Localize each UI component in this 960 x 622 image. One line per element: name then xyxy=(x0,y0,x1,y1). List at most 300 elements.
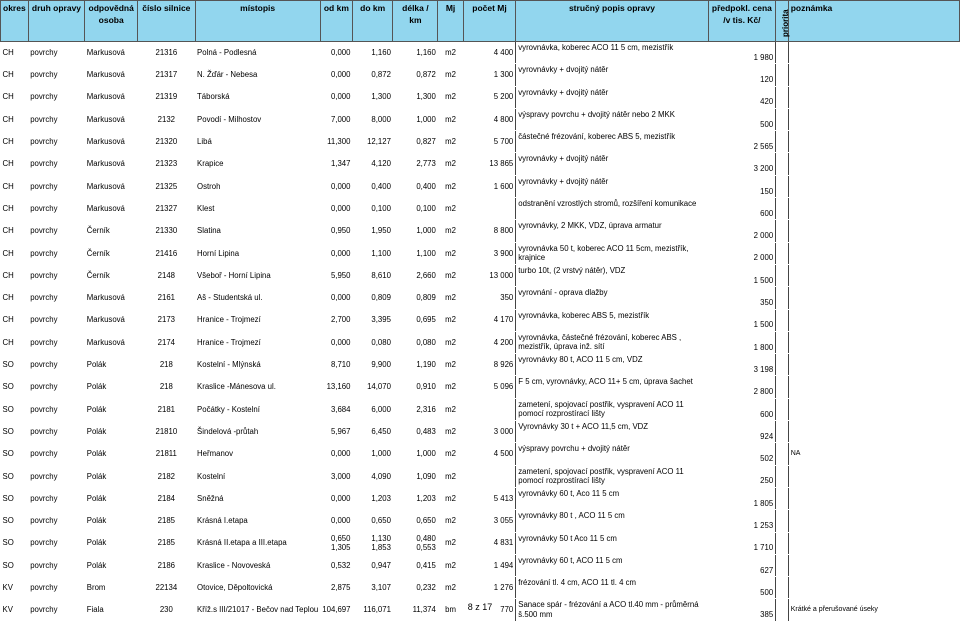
cell-od-km: 2,875 xyxy=(320,577,352,599)
cell-mistopis: Kraslice -Mánesova ul. xyxy=(195,376,320,398)
cell-delka-km: 0,827 xyxy=(393,131,438,153)
cell-odpovedna-osoba: Černík xyxy=(85,264,138,286)
cell-druh-opravy: povrchy xyxy=(28,108,85,130)
cell-odpovedna-osoba: Polák xyxy=(85,465,138,487)
cell-druh-opravy: povrchy xyxy=(28,86,85,108)
cell-priorita xyxy=(776,398,789,420)
cell-poznamka xyxy=(788,264,959,286)
cell-do-km: 9,900 xyxy=(352,354,392,376)
cell-strucny-popis: vyrovnávky + dvojitý nátěr xyxy=(516,64,708,86)
cell-od-km: 0,532 xyxy=(320,554,352,576)
header-poznamka: poznámka xyxy=(788,1,959,42)
cell-do-km: 1,203 xyxy=(352,487,392,509)
cell-okres: SO xyxy=(1,465,29,487)
table-row xyxy=(1,421,960,443)
cell-do-km: 1,950 xyxy=(352,220,392,242)
cell-okres: CH xyxy=(1,153,29,175)
cell-predpokl-cena: 1 500 xyxy=(708,309,776,331)
cell-do-km: 0,400 xyxy=(352,175,392,197)
cell-pocet-mj: 8 800 xyxy=(463,220,516,242)
table-row xyxy=(1,242,960,264)
table-row xyxy=(1,554,960,576)
cell-od-km: 5,950 xyxy=(320,264,352,286)
header-priorita-label: priorita xyxy=(781,9,791,37)
cell-strucny-popis: vyrovnávky 80 t , ACO 11 5 cm xyxy=(516,510,708,532)
cell-mj: m2 xyxy=(438,510,463,532)
cell-priorita xyxy=(776,487,789,509)
cell-od-km: 0,000 xyxy=(320,510,352,532)
cell-priorita xyxy=(776,577,789,599)
cell-strucny-popis: vyrovnávky + dvojitý nátěr xyxy=(516,153,708,175)
cell-okres: SO xyxy=(1,398,29,420)
cell-odpovedna-osoba: Černík xyxy=(85,220,138,242)
cell-poznamka xyxy=(788,64,959,86)
cell-od-km: 3,684 xyxy=(320,398,352,420)
cell-pocet-mj: 5 700 xyxy=(463,131,516,153)
cell-cislo-silnice: 2186 xyxy=(138,554,195,576)
table-row xyxy=(1,198,960,220)
cell-okres: SO xyxy=(1,421,29,443)
cell-poznamka xyxy=(788,354,959,376)
table-row xyxy=(1,64,960,86)
cell-mistopis: Aš - Studentská ul. xyxy=(195,287,320,309)
cell-mj: m2 xyxy=(438,108,463,130)
table-row xyxy=(1,108,960,130)
cell-strucny-popis: vyrovnávky 50 t Aco 11 5 cm xyxy=(516,532,708,554)
cell-mj: m2 xyxy=(438,532,463,554)
cell-poznamka xyxy=(788,131,959,153)
cell-poznamka xyxy=(788,287,959,309)
cell-mistopis: Krásná I.etapa xyxy=(195,510,320,532)
cell-odpovedna-osoba: Markusová xyxy=(85,198,138,220)
cell-pocet-mj: 5 096 xyxy=(463,376,516,398)
cell-odpovedna-osoba: Polák xyxy=(85,443,138,465)
cell-druh-opravy: povrchy xyxy=(28,131,85,153)
cell-cislo-silnice: 2185 xyxy=(138,532,195,554)
cell-okres: CH xyxy=(1,64,29,86)
cell-delka-km: 1,203 xyxy=(393,487,438,509)
cell-cislo-silnice: 21330 xyxy=(138,220,195,242)
cell-mistopis: Hranice - Trojmezí xyxy=(195,309,320,331)
cell-mj: m2 xyxy=(438,376,463,398)
cell-poznamka xyxy=(788,465,959,487)
cell-pocet-mj: 4 200 xyxy=(463,331,516,353)
cell-pocet-mj: 8 926 xyxy=(463,354,516,376)
cell-poznamka xyxy=(788,487,959,509)
cell-mistopis: Počátky - Kostelní xyxy=(195,398,320,420)
cell-mj: m2 xyxy=(438,86,463,108)
cell-strucny-popis: zametení, spojovací postřik, vyspravení ACO 11 pomocí rozprostírací lišty xyxy=(516,398,708,420)
cell-odpovedna-osoba: Polák xyxy=(85,510,138,532)
cell-druh-opravy: povrchy xyxy=(28,242,85,264)
cell-od-km: 7,000 xyxy=(320,108,352,130)
cell-predpokl-cena: 500 xyxy=(708,108,776,130)
cell-priorita xyxy=(776,510,789,532)
cell-okres: CH xyxy=(1,309,29,331)
cell-mistopis: Polná - Podlesná xyxy=(195,42,320,64)
cell-druh-opravy: povrchy xyxy=(28,264,85,286)
cell-cislo-silnice: 2148 xyxy=(138,264,195,286)
cell-priorita xyxy=(776,242,789,264)
cell-strucny-popis: vyrovnávky + dvojitý nátěr xyxy=(516,86,708,108)
cell-mistopis: Libá xyxy=(195,131,320,153)
cell-predpokl-cena: 1 805 xyxy=(708,487,776,509)
cell-druh-opravy: povrchy xyxy=(28,354,85,376)
cell-predpokl-cena: 420 xyxy=(708,86,776,108)
cell-strucny-popis: vyrovnávky 60 t, Aco 11 5 cm xyxy=(516,487,708,509)
cell-predpokl-cena: 2 000 xyxy=(708,220,776,242)
cell-delka-km: 2,773 xyxy=(393,153,438,175)
cell-delka-km: 0,872 xyxy=(393,64,438,86)
cell-strucny-popis: turbo 10t, (2 vrstvý nátěr), VDZ xyxy=(516,264,708,286)
cell-do-km: 0,809 xyxy=(352,287,392,309)
cell-pocet-mj: 4 831 xyxy=(463,532,516,554)
cell-okres: CH xyxy=(1,220,29,242)
cell-od-km: 0,000 xyxy=(320,64,352,86)
cell-priorita xyxy=(776,153,789,175)
cell-poznamka xyxy=(788,175,959,197)
cell-predpokl-cena: 924 xyxy=(708,421,776,443)
cell-druh-opravy: povrchy xyxy=(28,398,85,420)
cell-do-km: 4,090 xyxy=(352,465,392,487)
cell-odpovedna-osoba: Polák xyxy=(85,376,138,398)
cell-mistopis: Krásná II.etapa a III.etapa xyxy=(195,532,320,554)
cell-odpovedna-osoba: Markusová xyxy=(85,331,138,353)
cell-od-km: 8,710 xyxy=(320,354,352,376)
cell-okres: SO xyxy=(1,510,29,532)
cell-odpovedna-osoba: Polák xyxy=(85,487,138,509)
cell-pocet-mj: 1 600 xyxy=(463,175,516,197)
cell-okres: CH xyxy=(1,42,29,64)
cell-delka-km: 0,483 xyxy=(393,421,438,443)
cell-delka-km: 0,910 xyxy=(393,376,438,398)
cell-delka-km: 0,480 0,553 xyxy=(393,532,438,554)
header-druh-opravy: druh opravy xyxy=(28,1,85,42)
table-header-row xyxy=(1,1,960,42)
cell-predpokl-cena: 385 xyxy=(708,599,776,621)
cell-delka-km: 0,809 xyxy=(393,287,438,309)
cell-strucny-popis: výspravy povrchu + dvojitý nátěr xyxy=(516,443,708,465)
cell-predpokl-cena: 1 253 xyxy=(708,510,776,532)
cell-druh-opravy: povrchy xyxy=(28,220,85,242)
cell-odpovedna-osoba: Markusová xyxy=(85,42,138,64)
cell-delka-km: 2,660 xyxy=(393,264,438,286)
cell-priorita xyxy=(776,220,789,242)
table-row xyxy=(1,354,960,376)
cell-pocet-mj xyxy=(463,198,516,220)
cell-strucny-popis: Sanace spár - frézování a ACO tl.40 mm - průměrná š.500 mm xyxy=(516,599,708,621)
cell-do-km: 8,000 xyxy=(352,108,392,130)
cell-cislo-silnice: 2182 xyxy=(138,465,195,487)
cell-mistopis: N. Žďár - Nebesa xyxy=(195,64,320,86)
cell-odpovedna-osoba: Markusová xyxy=(85,287,138,309)
cell-delka-km: 1,160 xyxy=(393,42,438,64)
cell-predpokl-cena: 150 xyxy=(708,175,776,197)
cell-pocet-mj xyxy=(463,398,516,420)
cell-mj: m2 xyxy=(438,421,463,443)
cell-priorita xyxy=(776,421,789,443)
cell-pocet-mj: 350 xyxy=(463,287,516,309)
cell-druh-opravy: povrchy xyxy=(28,198,85,220)
cell-do-km: 1,130 1,853 xyxy=(352,532,392,554)
cell-okres: CH xyxy=(1,86,29,108)
cell-druh-opravy: povrchy xyxy=(28,42,85,64)
cell-mj: m2 xyxy=(438,220,463,242)
cell-pocet-mj: 13 865 xyxy=(463,153,516,175)
cell-delka-km: 0,650 xyxy=(393,510,438,532)
cell-priorita xyxy=(776,264,789,286)
header-delka-km: délka / km xyxy=(393,1,438,42)
cell-do-km: 3,107 xyxy=(352,577,392,599)
cell-druh-opravy: povrchy xyxy=(28,421,85,443)
cell-strucny-popis: vyrovnávky, 2 MKK, VDZ, úprava armatur xyxy=(516,220,708,242)
cell-mistopis: Otovice, Děpoltovická xyxy=(195,577,320,599)
cell-poznamka xyxy=(788,220,959,242)
table-row xyxy=(1,42,960,64)
cell-mistopis: Klest xyxy=(195,198,320,220)
cell-poznamka xyxy=(788,331,959,353)
cell-strucny-popis: vyrovnávky 80 t, ACO 11 5 cm, VDZ xyxy=(516,354,708,376)
cell-mj: m2 xyxy=(438,131,463,153)
cell-od-km: 0,000 xyxy=(320,287,352,309)
cell-mistopis: Kříž.s III/21017 - Bečov nad Teplou xyxy=(195,599,320,621)
cell-do-km: 0,080 xyxy=(352,331,392,353)
cell-od-km: 104,697 xyxy=(320,599,352,621)
cell-pocet-mj: 1 276 xyxy=(463,577,516,599)
cell-mj: m2 xyxy=(438,443,463,465)
cell-poznamka: NA xyxy=(788,443,959,465)
cell-cislo-silnice: 22134 xyxy=(138,577,195,599)
cell-okres: CH xyxy=(1,264,29,286)
cell-predpokl-cena: 1 500 xyxy=(708,264,776,286)
cell-priorita xyxy=(776,554,789,576)
header-cislo-silnice: číslo silnice xyxy=(138,1,195,42)
cell-predpokl-cena: 120 xyxy=(708,64,776,86)
cell-od-km: 0,000 xyxy=(320,242,352,264)
cell-odpovedna-osoba: Polák xyxy=(85,554,138,576)
cell-predpokl-cena: 1 980 xyxy=(708,42,776,64)
cell-odpovedna-osoba: Markusová xyxy=(85,86,138,108)
cell-do-km: 0,100 xyxy=(352,198,392,220)
cell-okres: SO xyxy=(1,532,29,554)
cell-druh-opravy: povrchy xyxy=(28,599,85,621)
cell-mistopis: Kraslice - Novoveská xyxy=(195,554,320,576)
cell-do-km: 12,127 xyxy=(352,131,392,153)
cell-delka-km: 0,695 xyxy=(393,309,438,331)
cell-poznamka xyxy=(788,242,959,264)
cell-delka-km: 1,190 xyxy=(393,354,438,376)
cell-strucny-popis: vyrovnávka, koberec ACO 11 5 cm, mezistřík xyxy=(516,42,708,64)
cell-strucny-popis: vyrovnávka 50 t, koberec ACO 11 5cm, mezistřík, krajnice xyxy=(516,242,708,264)
cell-pocet-mj: 3 900 xyxy=(463,242,516,264)
cell-okres: CH xyxy=(1,108,29,130)
cell-druh-opravy: povrchy xyxy=(28,175,85,197)
cell-priorita xyxy=(776,376,789,398)
cell-mj: m2 xyxy=(438,354,463,376)
cell-do-km: 1,160 xyxy=(352,42,392,64)
cell-pocet-mj: 4 400 xyxy=(463,42,516,64)
cell-mistopis: Šindelová -průtah xyxy=(195,421,320,443)
cell-poznamka xyxy=(788,554,959,576)
cell-cislo-silnice: 2181 xyxy=(138,398,195,420)
cell-delka-km: 1,000 xyxy=(393,108,438,130)
cell-cislo-silnice: 230 xyxy=(138,599,195,621)
cell-odpovedna-osoba: Markusová xyxy=(85,153,138,175)
cell-mistopis: Kostelní xyxy=(195,465,320,487)
cell-predpokl-cena: 502 xyxy=(708,443,776,465)
cell-pocet-mj: 5 200 xyxy=(463,86,516,108)
cell-cislo-silnice: 2185 xyxy=(138,510,195,532)
table-row xyxy=(1,287,960,309)
cell-mj: m2 xyxy=(438,264,463,286)
cell-priorita xyxy=(776,198,789,220)
cell-delka-km: 1,300 xyxy=(393,86,438,108)
cell-od-km: 3,000 xyxy=(320,465,352,487)
cell-pocet-mj: 4 170 xyxy=(463,309,516,331)
cell-druh-opravy: povrchy xyxy=(28,577,85,599)
cell-mj: m2 xyxy=(438,287,463,309)
cell-poznamka xyxy=(788,577,959,599)
cell-pocet-mj: 770 xyxy=(463,599,516,621)
cell-predpokl-cena: 2 800 xyxy=(708,376,776,398)
cell-mistopis: Slatina xyxy=(195,220,320,242)
cell-do-km: 14,070 xyxy=(352,376,392,398)
cell-do-km: 8,610 xyxy=(352,264,392,286)
cell-mistopis: Táborská xyxy=(195,86,320,108)
cell-predpokl-cena: 3 198 xyxy=(708,354,776,376)
cell-od-km: 13,160 xyxy=(320,376,352,398)
cell-do-km: 4,120 xyxy=(352,153,392,175)
cell-poznamka xyxy=(788,309,959,331)
cell-pocet-mj xyxy=(463,465,516,487)
table-row xyxy=(1,175,960,197)
cell-okres: SO xyxy=(1,554,29,576)
cell-cislo-silnice: 2161 xyxy=(138,287,195,309)
cell-priorita xyxy=(776,443,789,465)
table-row xyxy=(1,153,960,175)
cell-od-km: 1,347 xyxy=(320,153,352,175)
cell-druh-opravy: povrchy xyxy=(28,532,85,554)
cell-od-km: 0,000 xyxy=(320,86,352,108)
cell-predpokl-cena: 2 565 xyxy=(708,131,776,153)
cell-mistopis: Kostelní - Mlýnská xyxy=(195,354,320,376)
cell-poznamka xyxy=(788,153,959,175)
cell-cislo-silnice: 21416 xyxy=(138,242,195,264)
cell-strucny-popis: vyrovnávka, částečné frézování, koberec ABS , mezistřík, úprava inž. sítí xyxy=(516,331,708,353)
cell-poznamka xyxy=(788,108,959,130)
table-row xyxy=(1,465,960,487)
cell-delka-km: 0,415 xyxy=(393,554,438,576)
header-od-km: od km xyxy=(320,1,352,42)
cell-delka-km: 1,000 xyxy=(393,443,438,465)
cell-poznamka xyxy=(788,510,959,532)
cell-delka-km: 1,090 xyxy=(393,465,438,487)
cell-od-km: 0,950 xyxy=(320,220,352,242)
cell-predpokl-cena: 1 800 xyxy=(708,331,776,353)
cell-cislo-silnice: 21327 xyxy=(138,198,195,220)
cell-mistopis: Všeboř - Horní Lipina xyxy=(195,264,320,286)
cell-do-km: 116,071 xyxy=(352,599,392,621)
cell-okres: SO xyxy=(1,443,29,465)
cell-mistopis: Horní Lipina xyxy=(195,242,320,264)
table-row xyxy=(1,331,960,353)
cell-strucny-popis: vyrovnávka, koberec ABS 5, mezistřík xyxy=(516,309,708,331)
cell-priorita xyxy=(776,108,789,130)
cell-do-km: 3,395 xyxy=(352,309,392,331)
table-row xyxy=(1,86,960,108)
header-okres: okres xyxy=(1,1,29,42)
table-row xyxy=(1,264,960,286)
cell-okres: SO xyxy=(1,376,29,398)
cell-mj: m2 xyxy=(438,398,463,420)
cell-do-km: 0,872 xyxy=(352,64,392,86)
cell-mj: m2 xyxy=(438,64,463,86)
cell-priorita xyxy=(776,64,789,86)
table-row xyxy=(1,532,960,554)
cell-cislo-silnice: 218 xyxy=(138,354,195,376)
cell-cislo-silnice: 21316 xyxy=(138,42,195,64)
cell-poznamka xyxy=(788,86,959,108)
header-odpovedna-osoba: odpovědná osoba xyxy=(85,1,138,42)
cell-pocet-mj: 4 500 xyxy=(463,443,516,465)
page-number: 8 z 17 xyxy=(467,602,493,612)
cell-delka-km: 1,100 xyxy=(393,242,438,264)
cell-priorita xyxy=(776,309,789,331)
cell-druh-opravy: povrchy xyxy=(28,510,85,532)
cell-cislo-silnice: 21323 xyxy=(138,153,195,175)
header-do-km: do km xyxy=(352,1,392,42)
cell-predpokl-cena: 627 xyxy=(708,554,776,576)
cell-do-km: 1,300 xyxy=(352,86,392,108)
cell-poznamka xyxy=(788,198,959,220)
cell-predpokl-cena: 600 xyxy=(708,398,776,420)
cell-okres: CH xyxy=(1,242,29,264)
cell-cislo-silnice: 218 xyxy=(138,376,195,398)
cell-odpovedna-osoba: Černík xyxy=(85,242,138,264)
cell-pocet-mj: 4 800 xyxy=(463,108,516,130)
cell-od-km: 11,300 xyxy=(320,131,352,153)
cell-pocet-mj: 3 055 xyxy=(463,510,516,532)
cell-mj: m2 xyxy=(438,198,463,220)
cell-poznamka xyxy=(788,376,959,398)
cell-strucny-popis: zametení, spojovací postřik, vyspravení ACO 11 pomocí rozprostírací lišty xyxy=(516,465,708,487)
cell-mistopis: Ostroh xyxy=(195,175,320,197)
cell-okres: KV xyxy=(1,577,29,599)
cell-cislo-silnice: 21811 xyxy=(138,443,195,465)
cell-strucny-popis: vyrovnání - oprava dlažby xyxy=(516,287,708,309)
cell-priorita xyxy=(776,465,789,487)
cell-druh-opravy: povrchy xyxy=(28,443,85,465)
cell-druh-opravy: povrchy xyxy=(28,309,85,331)
cell-predpokl-cena: 600 xyxy=(708,198,776,220)
cell-okres: CH xyxy=(1,131,29,153)
cell-pocet-mj: 3 000 xyxy=(463,421,516,443)
cell-druh-opravy: povrchy xyxy=(28,64,85,86)
cell-delka-km: 1,000 xyxy=(393,220,438,242)
cell-cislo-silnice: 21317 xyxy=(138,64,195,86)
cell-mj: m2 xyxy=(438,309,463,331)
cell-mj: m2 xyxy=(438,42,463,64)
cell-mj: m2 xyxy=(438,242,463,264)
header-mistopis: místopis xyxy=(195,1,320,42)
cell-mj: m2 xyxy=(438,487,463,509)
cell-druh-opravy: povrchy xyxy=(28,554,85,576)
cell-okres: SO xyxy=(1,354,29,376)
table-row xyxy=(1,131,960,153)
cell-mistopis: Povodí - Milhostov xyxy=(195,108,320,130)
cell-delka-km: 2,316 xyxy=(393,398,438,420)
cell-okres: CH xyxy=(1,287,29,309)
